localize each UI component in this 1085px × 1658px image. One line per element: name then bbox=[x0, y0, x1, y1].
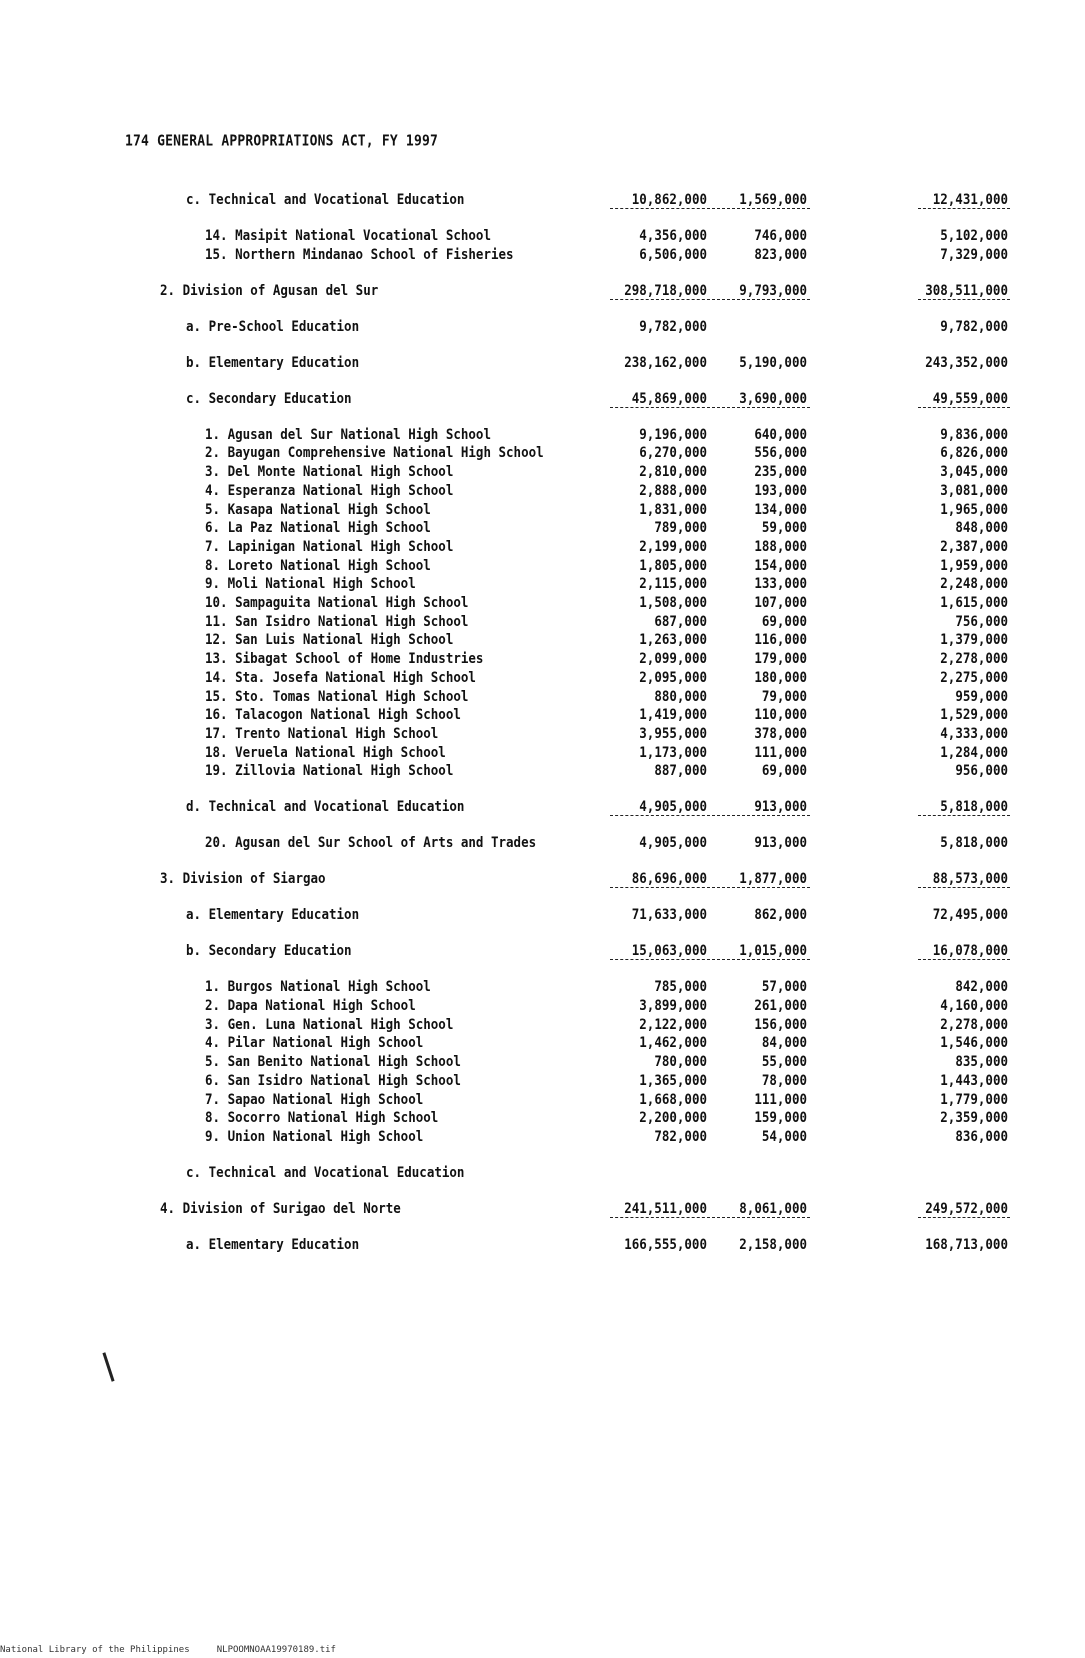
amount-c3: 308,511,000 bbox=[925, 280, 1008, 298]
amount-c1: 238,162,000 bbox=[624, 352, 707, 370]
footer-library: National Library of the Philippines bbox=[0, 1645, 190, 1655]
amount-c2: 54,000 bbox=[761, 1126, 807, 1145]
subtotal-rule bbox=[918, 208, 1010, 209]
amount-c2: 193,000 bbox=[754, 480, 807, 499]
amount-c1: 4,905,000 bbox=[639, 797, 707, 815]
amount-c2: 188,000 bbox=[754, 536, 807, 555]
amount-c3: 88,573,000 bbox=[932, 869, 1008, 887]
footer-filename: NLPOOMNOAA19970189.tif bbox=[216, 1645, 336, 1655]
amount-c2: 640,000 bbox=[754, 424, 807, 442]
row-label: 14. Sta. Josefa National High School bbox=[205, 667, 476, 686]
amount-c2: 8,061,000 bbox=[739, 1198, 807, 1217]
row-label: 6. San Isidro National High School bbox=[205, 1070, 461, 1089]
row-label: a. Elementary Education bbox=[186, 1234, 360, 1253]
amount-c3: 1,529,000 bbox=[940, 705, 1008, 723]
amount-c3: 5,818,000 bbox=[940, 833, 1008, 851]
amount-c2: 913,000 bbox=[754, 797, 807, 815]
amount-c1: 880,000 bbox=[654, 686, 707, 704]
amount-c3: 835,000 bbox=[955, 1052, 1008, 1070]
amount-c3: 9,836,000 bbox=[940, 424, 1008, 442]
amount-c3: 1,379,000 bbox=[940, 630, 1008, 648]
row-label: 20. Agusan del Sur School of Arts and Trades bbox=[205, 833, 537, 851]
table-row bbox=[0, 833, 1085, 851]
amount-c3: 1,615,000 bbox=[940, 593, 1008, 611]
amount-c2: 55,000 bbox=[761, 1052, 807, 1070]
amount-c2: 378,000 bbox=[754, 723, 807, 742]
row-label: 4. Esperanza National High School bbox=[205, 480, 454, 499]
amount-c2: 862,000 bbox=[754, 905, 807, 923]
table-row bbox=[0, 996, 1085, 1014]
table-row bbox=[0, 649, 1085, 667]
row-label: 4. Division of Surigao del Norte bbox=[160, 1198, 401, 1217]
row-label: 5. San Benito National High School bbox=[205, 1052, 461, 1070]
amount-c3: 3,045,000 bbox=[940, 462, 1008, 480]
row-label: 8. Loreto National High School bbox=[205, 555, 431, 573]
table-row bbox=[0, 500, 1085, 518]
amount-c1: 789,000 bbox=[654, 518, 707, 536]
table-row bbox=[0, 462, 1085, 480]
amount-c3: 72,495,000 bbox=[932, 905, 1008, 923]
amount-c3: 3,081,000 bbox=[940, 480, 1008, 499]
row-label: 1. Agusan del Sur National High School bbox=[205, 424, 491, 442]
table-row bbox=[0, 537, 1085, 555]
table-row bbox=[0, 518, 1085, 536]
amount-c1: 6,270,000 bbox=[639, 443, 707, 461]
subtotal-rule bbox=[712, 1217, 810, 1218]
amount-c1: 45,869,000 bbox=[631, 388, 707, 406]
row-label: b. Secondary Education bbox=[186, 941, 352, 959]
amount-c3: 7,329,000 bbox=[940, 244, 1008, 262]
amount-c1: 782,000 bbox=[654, 1126, 707, 1145]
table-row bbox=[0, 724, 1085, 742]
row-label: c. Technical and Vocational Education bbox=[186, 1162, 465, 1181]
amount-c2: 2,158,000 bbox=[739, 1234, 807, 1253]
subtotal-rule bbox=[918, 887, 1010, 888]
amount-c1: 9,782,000 bbox=[639, 316, 707, 334]
amount-c2: 261,000 bbox=[754, 996, 807, 1014]
amount-c1: 9,196,000 bbox=[639, 424, 707, 442]
subtotal-rule bbox=[610, 959, 710, 960]
amount-c3: 756,000 bbox=[955, 611, 1008, 629]
amount-c2: 133,000 bbox=[754, 574, 807, 592]
table-row bbox=[0, 1108, 1085, 1126]
table-row bbox=[0, 481, 1085, 499]
amount-c1: 2,199,000 bbox=[639, 536, 707, 555]
amount-c3: 956,000 bbox=[955, 761, 1008, 779]
amount-c3: 249,572,000 bbox=[925, 1198, 1008, 1217]
subtotal-rule bbox=[610, 1217, 710, 1218]
amount-c2: 1,015,000 bbox=[739, 941, 807, 959]
amount-c3: 848,000 bbox=[955, 518, 1008, 536]
table-row bbox=[0, 687, 1085, 705]
amount-c3: 1,779,000 bbox=[940, 1089, 1008, 1107]
amount-c2: 156,000 bbox=[754, 1014, 807, 1032]
amount-c2: 5,190,000 bbox=[739, 352, 807, 370]
subtotal-rule bbox=[712, 887, 810, 888]
amount-c3: 12,431,000 bbox=[932, 190, 1008, 208]
amount-c3: 836,000 bbox=[955, 1126, 1008, 1145]
subtotal-rule bbox=[712, 299, 810, 300]
row-label: c. Technical and Vocational Education bbox=[186, 190, 465, 208]
row-label: 5. Kasapa National High School bbox=[205, 499, 431, 517]
amount-c1: 2,122,000 bbox=[639, 1014, 707, 1032]
table-row bbox=[0, 425, 1085, 443]
row-label: 17. Trento National High School bbox=[205, 723, 439, 742]
scan-mark bbox=[102, 1352, 114, 1381]
amount-c2: 79,000 bbox=[761, 686, 807, 704]
table-row bbox=[0, 1015, 1085, 1033]
amount-c1: 780,000 bbox=[654, 1052, 707, 1070]
amount-c3: 959,000 bbox=[955, 686, 1008, 704]
row-label: 3. Del Monte National High School bbox=[205, 462, 454, 480]
amount-c1: 2,095,000 bbox=[639, 667, 707, 686]
amount-c3: 5,102,000 bbox=[940, 226, 1008, 244]
amount-c3: 49,559,000 bbox=[932, 388, 1008, 406]
amount-c2: 59,000 bbox=[761, 518, 807, 536]
table-row bbox=[0, 977, 1085, 995]
amount-c1: 1,668,000 bbox=[639, 1089, 707, 1107]
amount-c3: 2,275,000 bbox=[940, 667, 1008, 686]
amount-c1: 241,511,000 bbox=[624, 1198, 707, 1217]
row-label: 13. Sibagat School of Home Industries bbox=[205, 649, 484, 667]
amount-c3: 243,352,000 bbox=[925, 352, 1008, 370]
amount-c1: 4,905,000 bbox=[639, 833, 707, 851]
amount-c1: 1,831,000 bbox=[639, 499, 707, 517]
amount-c3: 2,248,000 bbox=[940, 574, 1008, 592]
amount-c3: 5,818,000 bbox=[940, 797, 1008, 815]
table-row bbox=[0, 1163, 1085, 1181]
amount-c2: 110,000 bbox=[754, 705, 807, 723]
row-label: 6. La Paz National High School bbox=[205, 518, 431, 536]
row-label: 3. Gen. Luna National High School bbox=[205, 1014, 454, 1032]
amount-c1: 1,365,000 bbox=[639, 1070, 707, 1089]
subtotal-rule bbox=[712, 407, 810, 408]
row-label: b. Elementary Education bbox=[186, 352, 360, 370]
amount-c3: 16,078,000 bbox=[932, 941, 1008, 959]
amount-c3: 4,160,000 bbox=[940, 996, 1008, 1014]
amount-c2: 159,000 bbox=[754, 1108, 807, 1126]
row-label: 11. San Isidro National High School bbox=[205, 611, 469, 629]
amount-c2: 1,569,000 bbox=[739, 190, 807, 208]
subtotal-rule bbox=[610, 407, 710, 408]
amount-c1: 10,862,000 bbox=[631, 190, 707, 208]
amount-c2: 179,000 bbox=[754, 649, 807, 667]
table-row bbox=[0, 869, 1085, 887]
amount-c1: 6,506,000 bbox=[639, 244, 707, 262]
amount-c1: 1,263,000 bbox=[639, 630, 707, 648]
table-row bbox=[0, 743, 1085, 761]
amount-c2: 556,000 bbox=[754, 443, 807, 461]
amount-c1: 1,462,000 bbox=[639, 1033, 707, 1051]
row-label: 12. San Luis National High School bbox=[205, 630, 454, 648]
table-row bbox=[0, 1090, 1085, 1108]
subtotal-rule bbox=[918, 959, 1010, 960]
amount-c2: 78,000 bbox=[761, 1070, 807, 1089]
row-label: 7. Lapinigan National High School bbox=[205, 536, 454, 555]
amount-c1: 1,805,000 bbox=[639, 555, 707, 573]
scan-footer bbox=[0, 1645, 336, 1655]
row-label: 18. Veruela National High School bbox=[205, 742, 446, 760]
table-row bbox=[0, 1235, 1085, 1253]
amount-c3: 2,387,000 bbox=[940, 536, 1008, 555]
table-row bbox=[0, 281, 1085, 299]
row-label: 7. Sapao National High School bbox=[205, 1089, 424, 1107]
table-row bbox=[0, 1033, 1085, 1051]
amount-c1: 2,099,000 bbox=[639, 649, 707, 667]
amount-c3: 4,333,000 bbox=[940, 723, 1008, 742]
amount-c3: 1,284,000 bbox=[940, 742, 1008, 760]
row-label: c. Secondary Education bbox=[186, 388, 352, 406]
subtotal-rule bbox=[610, 208, 710, 209]
amount-c1: 2,200,000 bbox=[639, 1108, 707, 1126]
subtotal-rule bbox=[712, 815, 810, 816]
amount-c2: 84,000 bbox=[761, 1033, 807, 1051]
amount-c1: 887,000 bbox=[654, 761, 707, 779]
amount-c2: 913,000 bbox=[754, 833, 807, 851]
row-label: 8. Socorro National High School bbox=[205, 1108, 439, 1126]
subtotal-rule bbox=[610, 887, 710, 888]
row-label: 15. Sto. Tomas National High School bbox=[205, 686, 469, 704]
amount-c2: 9,793,000 bbox=[739, 280, 807, 298]
amount-c1: 1,508,000 bbox=[639, 593, 707, 611]
row-label: 2. Division of Agusan del Sur bbox=[160, 280, 379, 298]
row-label: 16. Talacogon National High School bbox=[205, 705, 461, 723]
amount-c3: 1,959,000 bbox=[940, 555, 1008, 573]
amount-c2: 3,690,000 bbox=[739, 388, 807, 406]
amount-c2: 746,000 bbox=[754, 226, 807, 244]
table-row bbox=[0, 574, 1085, 592]
amount-c2: 154,000 bbox=[754, 555, 807, 573]
row-label: 4. Pilar National High School bbox=[205, 1033, 424, 1051]
amount-c3: 2,278,000 bbox=[940, 1014, 1008, 1032]
table-row bbox=[0, 1127, 1085, 1145]
amount-c1: 15,063,000 bbox=[631, 941, 707, 959]
table-row bbox=[0, 443, 1085, 461]
row-label: 19. Zillovia National High School bbox=[205, 761, 454, 779]
table-row bbox=[0, 317, 1085, 335]
amount-c2: 134,000 bbox=[754, 499, 807, 517]
table-row bbox=[0, 1052, 1085, 1070]
subtotal-rule bbox=[918, 299, 1010, 300]
subtotal-rule bbox=[918, 815, 1010, 816]
table-row bbox=[0, 761, 1085, 779]
amount-c1: 1,173,000 bbox=[639, 742, 707, 760]
row-label: 14. Masipit National Vocational School bbox=[205, 226, 491, 244]
table-row bbox=[0, 705, 1085, 723]
table-row bbox=[0, 668, 1085, 686]
row-label: d. Technical and Vocational Education bbox=[186, 797, 465, 815]
table-row bbox=[0, 905, 1085, 923]
table-row bbox=[0, 245, 1085, 263]
amount-c3: 1,546,000 bbox=[940, 1033, 1008, 1051]
table-row bbox=[0, 630, 1085, 648]
amount-c1: 4,356,000 bbox=[639, 226, 707, 244]
table-row bbox=[0, 556, 1085, 574]
subtotal-rule bbox=[918, 407, 1010, 408]
table-row bbox=[0, 190, 1085, 208]
amount-c1: 298,718,000 bbox=[624, 280, 707, 298]
amount-c2: 180,000 bbox=[754, 667, 807, 686]
amount-c3: 6,826,000 bbox=[940, 443, 1008, 461]
amount-c3: 842,000 bbox=[955, 977, 1008, 995]
row-label: 15. Northern Mindanao School of Fisheries bbox=[205, 244, 514, 262]
amount-c1: 166,555,000 bbox=[624, 1234, 707, 1253]
amount-c1: 687,000 bbox=[654, 611, 707, 629]
table-row bbox=[0, 1071, 1085, 1089]
amount-c2: 111,000 bbox=[754, 742, 807, 760]
amount-c1: 3,899,000 bbox=[639, 996, 707, 1014]
amount-c1: 2,810,000 bbox=[639, 462, 707, 480]
amount-c1: 71,633,000 bbox=[631, 905, 707, 923]
table-row bbox=[0, 612, 1085, 630]
row-label: 2. Bayugan Comprehensive National High School bbox=[205, 443, 544, 461]
table-row bbox=[0, 593, 1085, 611]
amount-c1: 3,955,000 bbox=[639, 723, 707, 742]
row-label: a. Pre-School Education bbox=[186, 316, 360, 334]
row-label: 10. Sampaguita National High School bbox=[205, 593, 469, 611]
row-label: 9. Moli National High School bbox=[205, 574, 416, 592]
table-row bbox=[0, 797, 1085, 815]
row-label: 3. Division of Siargao bbox=[160, 869, 326, 887]
amount-c3: 2,278,000 bbox=[940, 649, 1008, 667]
subtotal-rule bbox=[712, 959, 810, 960]
amount-c1: 2,888,000 bbox=[639, 480, 707, 499]
amount-c2: 107,000 bbox=[754, 593, 807, 611]
amount-c3: 9,782,000 bbox=[940, 316, 1008, 334]
amount-c2: 1,877,000 bbox=[739, 869, 807, 887]
amount-c3: 1,443,000 bbox=[940, 1070, 1008, 1089]
table-row bbox=[0, 353, 1085, 371]
subtotal-rule bbox=[712, 208, 810, 209]
amount-c2: 116,000 bbox=[754, 630, 807, 648]
table-row bbox=[0, 1199, 1085, 1217]
amount-c2: 235,000 bbox=[754, 462, 807, 480]
row-label: 9. Union National High School bbox=[205, 1126, 424, 1145]
table-row bbox=[0, 941, 1085, 959]
subtotal-rule bbox=[918, 1217, 1010, 1218]
amount-c1: 86,696,000 bbox=[631, 869, 707, 887]
amount-c1: 2,115,000 bbox=[639, 574, 707, 592]
amount-c2: 69,000 bbox=[761, 611, 807, 629]
row-label: a. Elementary Education bbox=[186, 905, 360, 923]
amount-c3: 2,359,000 bbox=[940, 1108, 1008, 1126]
table-row bbox=[0, 389, 1085, 407]
table-row bbox=[0, 226, 1085, 244]
amount-c2: 57,000 bbox=[761, 977, 807, 995]
row-label: 2. Dapa National High School bbox=[205, 996, 416, 1014]
row-label: 1. Burgos National High School bbox=[205, 977, 431, 995]
amount-c2: 69,000 bbox=[761, 761, 807, 779]
subtotal-rule bbox=[610, 815, 710, 816]
amount-c1: 1,419,000 bbox=[639, 705, 707, 723]
subtotal-rule bbox=[610, 299, 710, 300]
amount-c2: 823,000 bbox=[754, 244, 807, 262]
amount-c3: 168,713,000 bbox=[925, 1234, 1008, 1253]
amount-c2: 111,000 bbox=[754, 1089, 807, 1107]
page-header: 174 GENERAL APPROPRIATIONS ACT, FY 1997 bbox=[125, 133, 439, 151]
amount-c3: 1,965,000 bbox=[940, 499, 1008, 517]
amount-c1: 785,000 bbox=[654, 977, 707, 995]
